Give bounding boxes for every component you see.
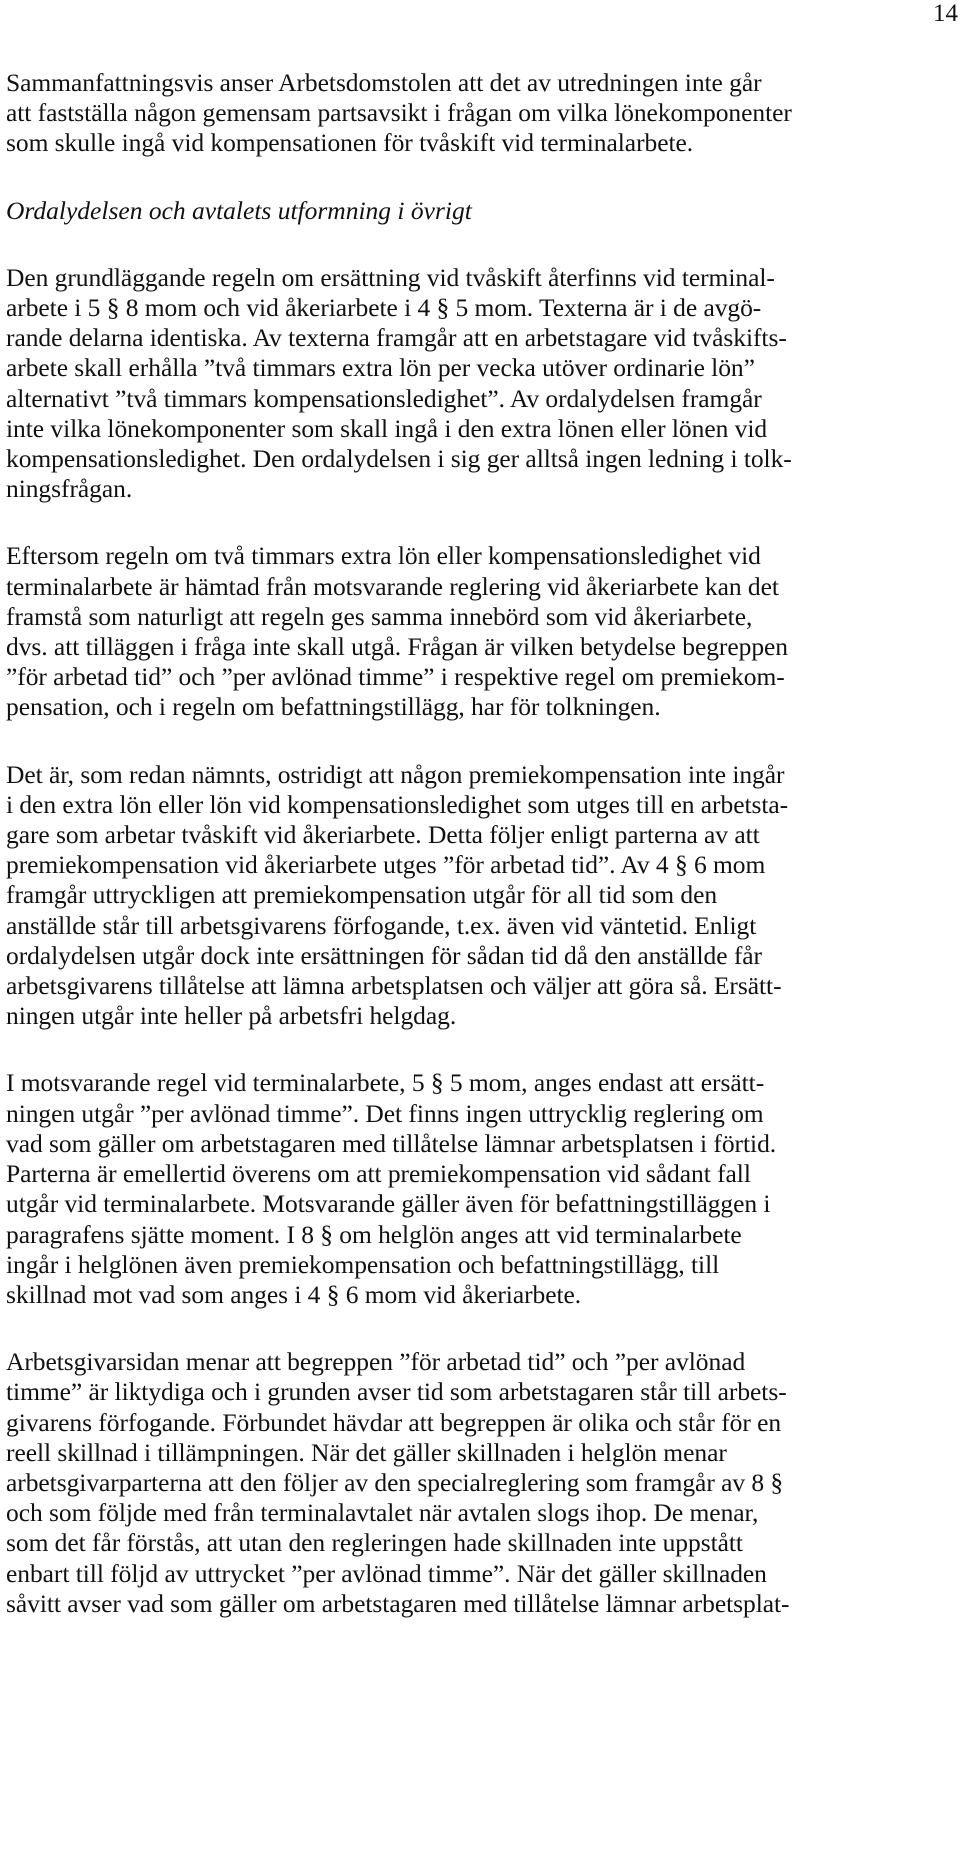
text-line: dvs. att tilläggen i fråga inte skall utgå. Frågan är vilken betydelse begreppen xyxy=(6,632,788,662)
text-line: Eftersom regeln om två timmars extra lön eller kompensationsledighet vid xyxy=(6,541,761,571)
text-line: I motsvarande regel vid terminalarbete, 5 § 5 mom, anges endast att ersätt- xyxy=(6,1068,765,1098)
text-line: ningsfrågan. xyxy=(6,474,133,504)
text-line: Den grundläggande regeln om ersättning vid tvåskift återfinns vid terminal- xyxy=(6,262,775,292)
text-line: utgår vid terminalarbete. Motsvarande gäller även för befattningstilläggen i xyxy=(6,1189,771,1219)
text-line: timme” är liktydiga och i grunden avser tid som arbetstagaren står till arbets- xyxy=(6,1377,787,1407)
heading-text: Ordalydelsen och avtalets utformning i övrigt xyxy=(6,195,472,225)
text-line: gare som arbetar tvåskift vid åkeriarbete. Detta följer enligt parterna av att xyxy=(6,820,760,850)
text-line: rande delarna identiska. Av texterna framgår att en arbetstagare vid tvåskifts- xyxy=(6,323,787,353)
text-line: anställde står till arbetsgivarens förfogande, t.ex. även vid väntetid. Enligt xyxy=(6,910,757,940)
paragraph-summary xyxy=(6,68,954,159)
text-line: reell skillnad i tillämpningen. När det gäller skillnaden i helglön menar xyxy=(6,1437,727,1467)
text-line: vad som gäller om arbetstagaren med tillåtelse lämnar arbetsplatsen i förtid. xyxy=(6,1128,777,1158)
text-line: inte vilka lönekomponenter som skall ingå i den extra lönen eller lönen vid xyxy=(6,413,768,443)
text-line: såvitt avser vad som gäller om arbetstagaren med tillåtelse lämnar arbetsplat- xyxy=(6,1588,790,1618)
text-line: arbete i 5 § 8 mom och vid åkeriarbete i 4 § 5 mom. Texterna är i de avgö- xyxy=(6,293,762,323)
section-heading xyxy=(6,196,954,226)
paragraph-det-ar xyxy=(6,760,954,1032)
text-line: som det får förstås, att utan den regleringen hade skillnaden inte uppstått xyxy=(6,1528,743,1558)
text-line: och som följde med från terminalavtalet när avtalen slogs ihop. De menar, xyxy=(6,1498,759,1528)
paragraph-ordalydelsen xyxy=(6,263,954,505)
text-line: ingår i helglönen även premiekompensation och befattningstillägg, till xyxy=(6,1249,720,1279)
document-body xyxy=(6,68,954,1619)
text-line: Parterna är emellertid överens om att premiekompensation vid sådant fall xyxy=(6,1159,751,1189)
text-line: pensation, och i regeln om befattningstillägg, har för tolkningen. xyxy=(6,692,661,722)
page-number: 14 xyxy=(933,0,958,27)
text-line: kompensationsledighet. Den ordalydelsen i sig ger alltså ingen ledning i tolk- xyxy=(6,444,792,474)
text-line: premiekompensation vid åkeriarbete utges ”för arbetad tid”. Av 4 § 6 mom xyxy=(6,850,766,880)
text-line: som skulle ingå vid kompensationen för tvåskift vid terminalarbete. xyxy=(6,128,694,158)
text-line: terminalarbete är hämtad från motsvarande reglering vid åkeriarbete kan det xyxy=(6,571,779,601)
text-line: Det är, som redan nämnts, ostridigt att någon premiekompensation inte ingår xyxy=(6,759,785,789)
text-line: ningen utgår inte heller på arbetsfri helgdag. xyxy=(6,1001,457,1031)
text-line: ningen utgår ”per avlönad timme”. Det finns ingen uttrycklig reglering om xyxy=(6,1098,764,1128)
text-line: skillnad mot vad som anges i 4 § 6 mom vid åkeriarbete. xyxy=(6,1279,582,1309)
text-line: att fastställa någon gemensam partsavsikt i frågan om vilka lönekomponenter xyxy=(6,98,792,128)
paragraph-motsvarande-regel xyxy=(6,1068,954,1310)
text-line: arbete skall erhålla ”två timmars extra lön per vecka utöver ordinarie lön” xyxy=(6,353,755,383)
text-line: arbetsgivarparterna att den följer av den specialreglering som framgår av 8 § xyxy=(6,1467,784,1497)
text-line: ”för arbetad tid” och ”per avlönad timme” i respektive regel om premiekom- xyxy=(6,662,785,692)
paragraph-arbetsgivarsidan xyxy=(6,1347,954,1619)
text-line: framgår uttryckligen att premiekompensation utgår för all tid som den xyxy=(6,880,718,910)
text-line: ordalydelsen utgår dock inte ersättningen för sådan tid då den anställde får xyxy=(6,940,762,970)
text-line: givarens förfogande. Förbundet hävdar att begreppen är olika och står för en xyxy=(6,1407,782,1437)
text-line: Arbetsgivarsidan menar att begreppen ”för arbetad tid” och ”per avlönad xyxy=(6,1347,746,1377)
text-line: Sammanfattningsvis anser Arbetsdomstolen att det av utredningen inte går xyxy=(6,68,762,97)
text-line: paragrafens sjätte moment. I 8 § om helglön anges att vid terminalarbete xyxy=(6,1219,742,1249)
text-line: arbetsgivarens tillåtelse att lämna arbetsplatsen och väljer att göra så. Ersätt- xyxy=(6,971,782,1001)
text-line: enbart till följd av uttrycket ”per avlönad timme”. När det gäller skillnaden xyxy=(6,1558,767,1588)
text-line: i den extra lön eller lön vid kompensationsledighet som utges till en arbetsta- xyxy=(6,789,789,819)
text-line: framstå som naturligt att regeln ges samma innebörd som vid åkeriarbete, xyxy=(6,601,753,631)
paragraph-eftersom xyxy=(6,541,954,722)
text-line: alternativt ”två timmars kompensationsledighet”. Av ordalydelsen framgår xyxy=(6,383,762,413)
